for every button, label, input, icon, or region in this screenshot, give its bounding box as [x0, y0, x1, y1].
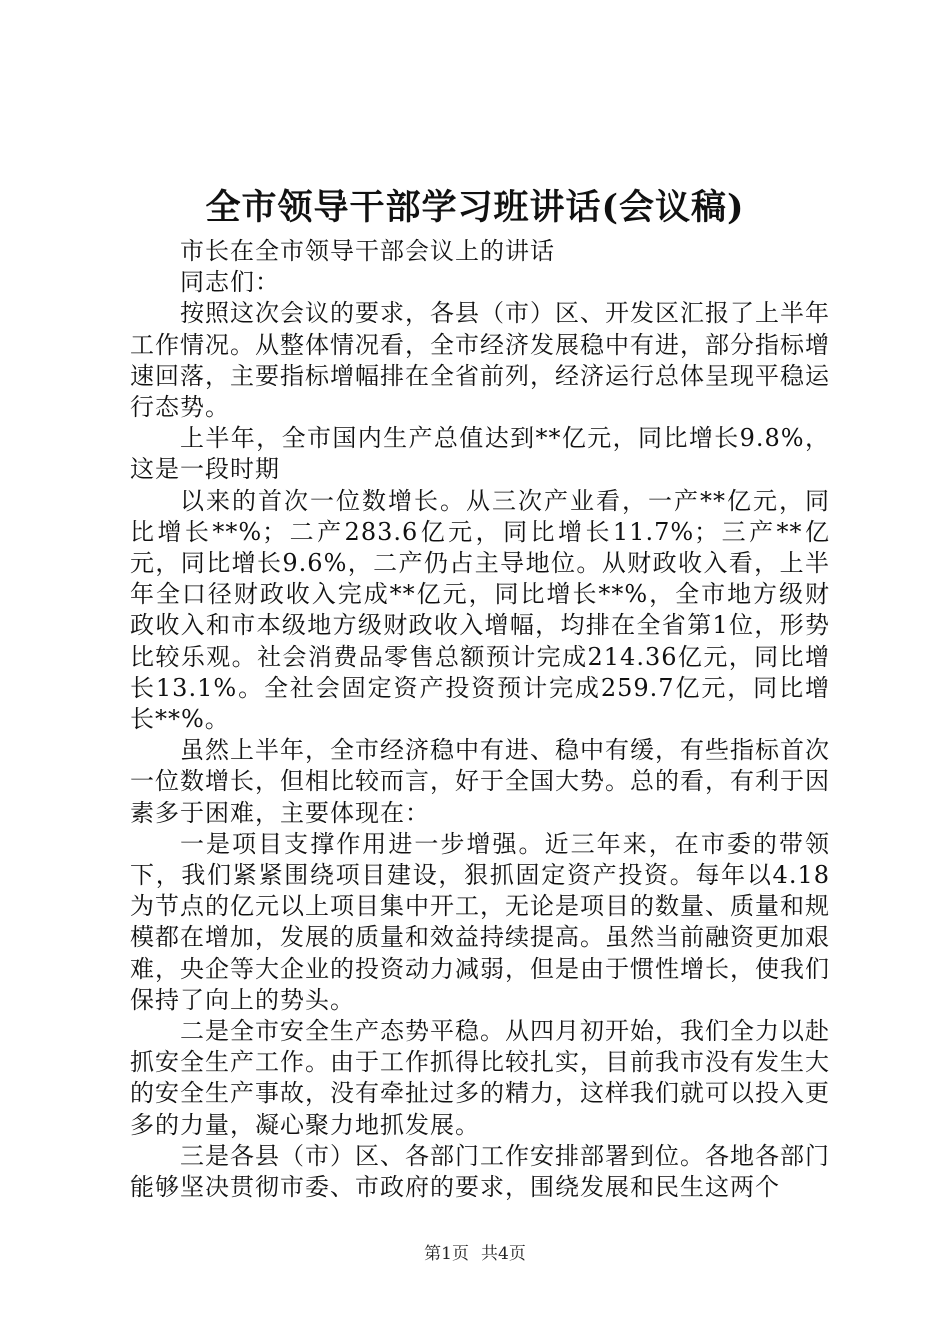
paragraph: 以来的首次一位数增长。从三次产业看，一产**亿元，同比增长**%；二产283.6亿元，同比增长11.7%；三产**亿元，同比增长9.6%，二产仍占主导地位。从财政收入看，上半年全口径财政收入完成**亿元，同比增长**%，全市地方级财政收入和市本级地方级财政收入增幅，均排在全省第1位，形势比较乐观。社会消费品零售总额预计完成214.36亿元，同比增长13.1%。全社会固定资产投资预计完成259.7亿元，同比增长**%。: [130, 486, 830, 734]
speech-subtitle: 市长在全市领导干部会议上的讲话: [180, 237, 555, 265]
paragraph: 一是项目支撑作用进一步增强。近三年来，在市委的带领下，我们紧紧围绕项目建设，狠抓固定资产投资。每年以4.18为节点的亿元以上项目集中开工，无论是项目的数量、质量和规模都在增加，发展的质量和效益持续提高。虽然当前融资更加艰难，央企等大企业的投资动力减弱，但是由于惯性增长，使我们保持了向上的势头。: [130, 829, 830, 1014]
paragraph: 二是全市安全生产态势平稳。从四月初开始，我们全力以赴抓安全生产工作。由于工作抓得比较扎实，目前我市没有发生大的安全生产事故，没有牵扯过多的精力，这样我们就可以投入更多的力量，凝心聚力地抓发展。: [130, 1017, 830, 1139]
paragraph: 三是各县（市）区、各部门工作安排部署到位。各地各部门能够坚决贯彻市委、市政府的要求，围绕发展和民生这两个: [130, 1141, 830, 1202]
page-total: 共4页: [481, 1244, 526, 1264]
paragraph: 按照这次会议的要求，各县（市）区、开发区汇报了上半年工作情况。从整体情况看，全市经济发展稳中有进，部分指标增速回落，主要指标增幅排在全省前列，经济运行总体呈现平稳运行态势。: [130, 299, 830, 422]
paragraph: 上半年，全市国内生产总值达到**亿元，同比增长9.8%，这是一段时期: [130, 424, 830, 484]
paragraph: 虽然上半年，全市经济稳中有进、稳中有缓，有些指标首次一位数增长，但相比较而言，好于全国大势。总的看，有利于因素多于困难，主要体现在：: [130, 736, 830, 827]
page-footer: [0, 1243, 950, 1265]
document-body: [130, 236, 830, 1203]
salutation: 同志们：: [180, 268, 280, 297]
page-number: 第1页: [424, 1244, 469, 1264]
document-title: 全市领导干部学习班讲话(会议稿): [205, 187, 745, 228]
